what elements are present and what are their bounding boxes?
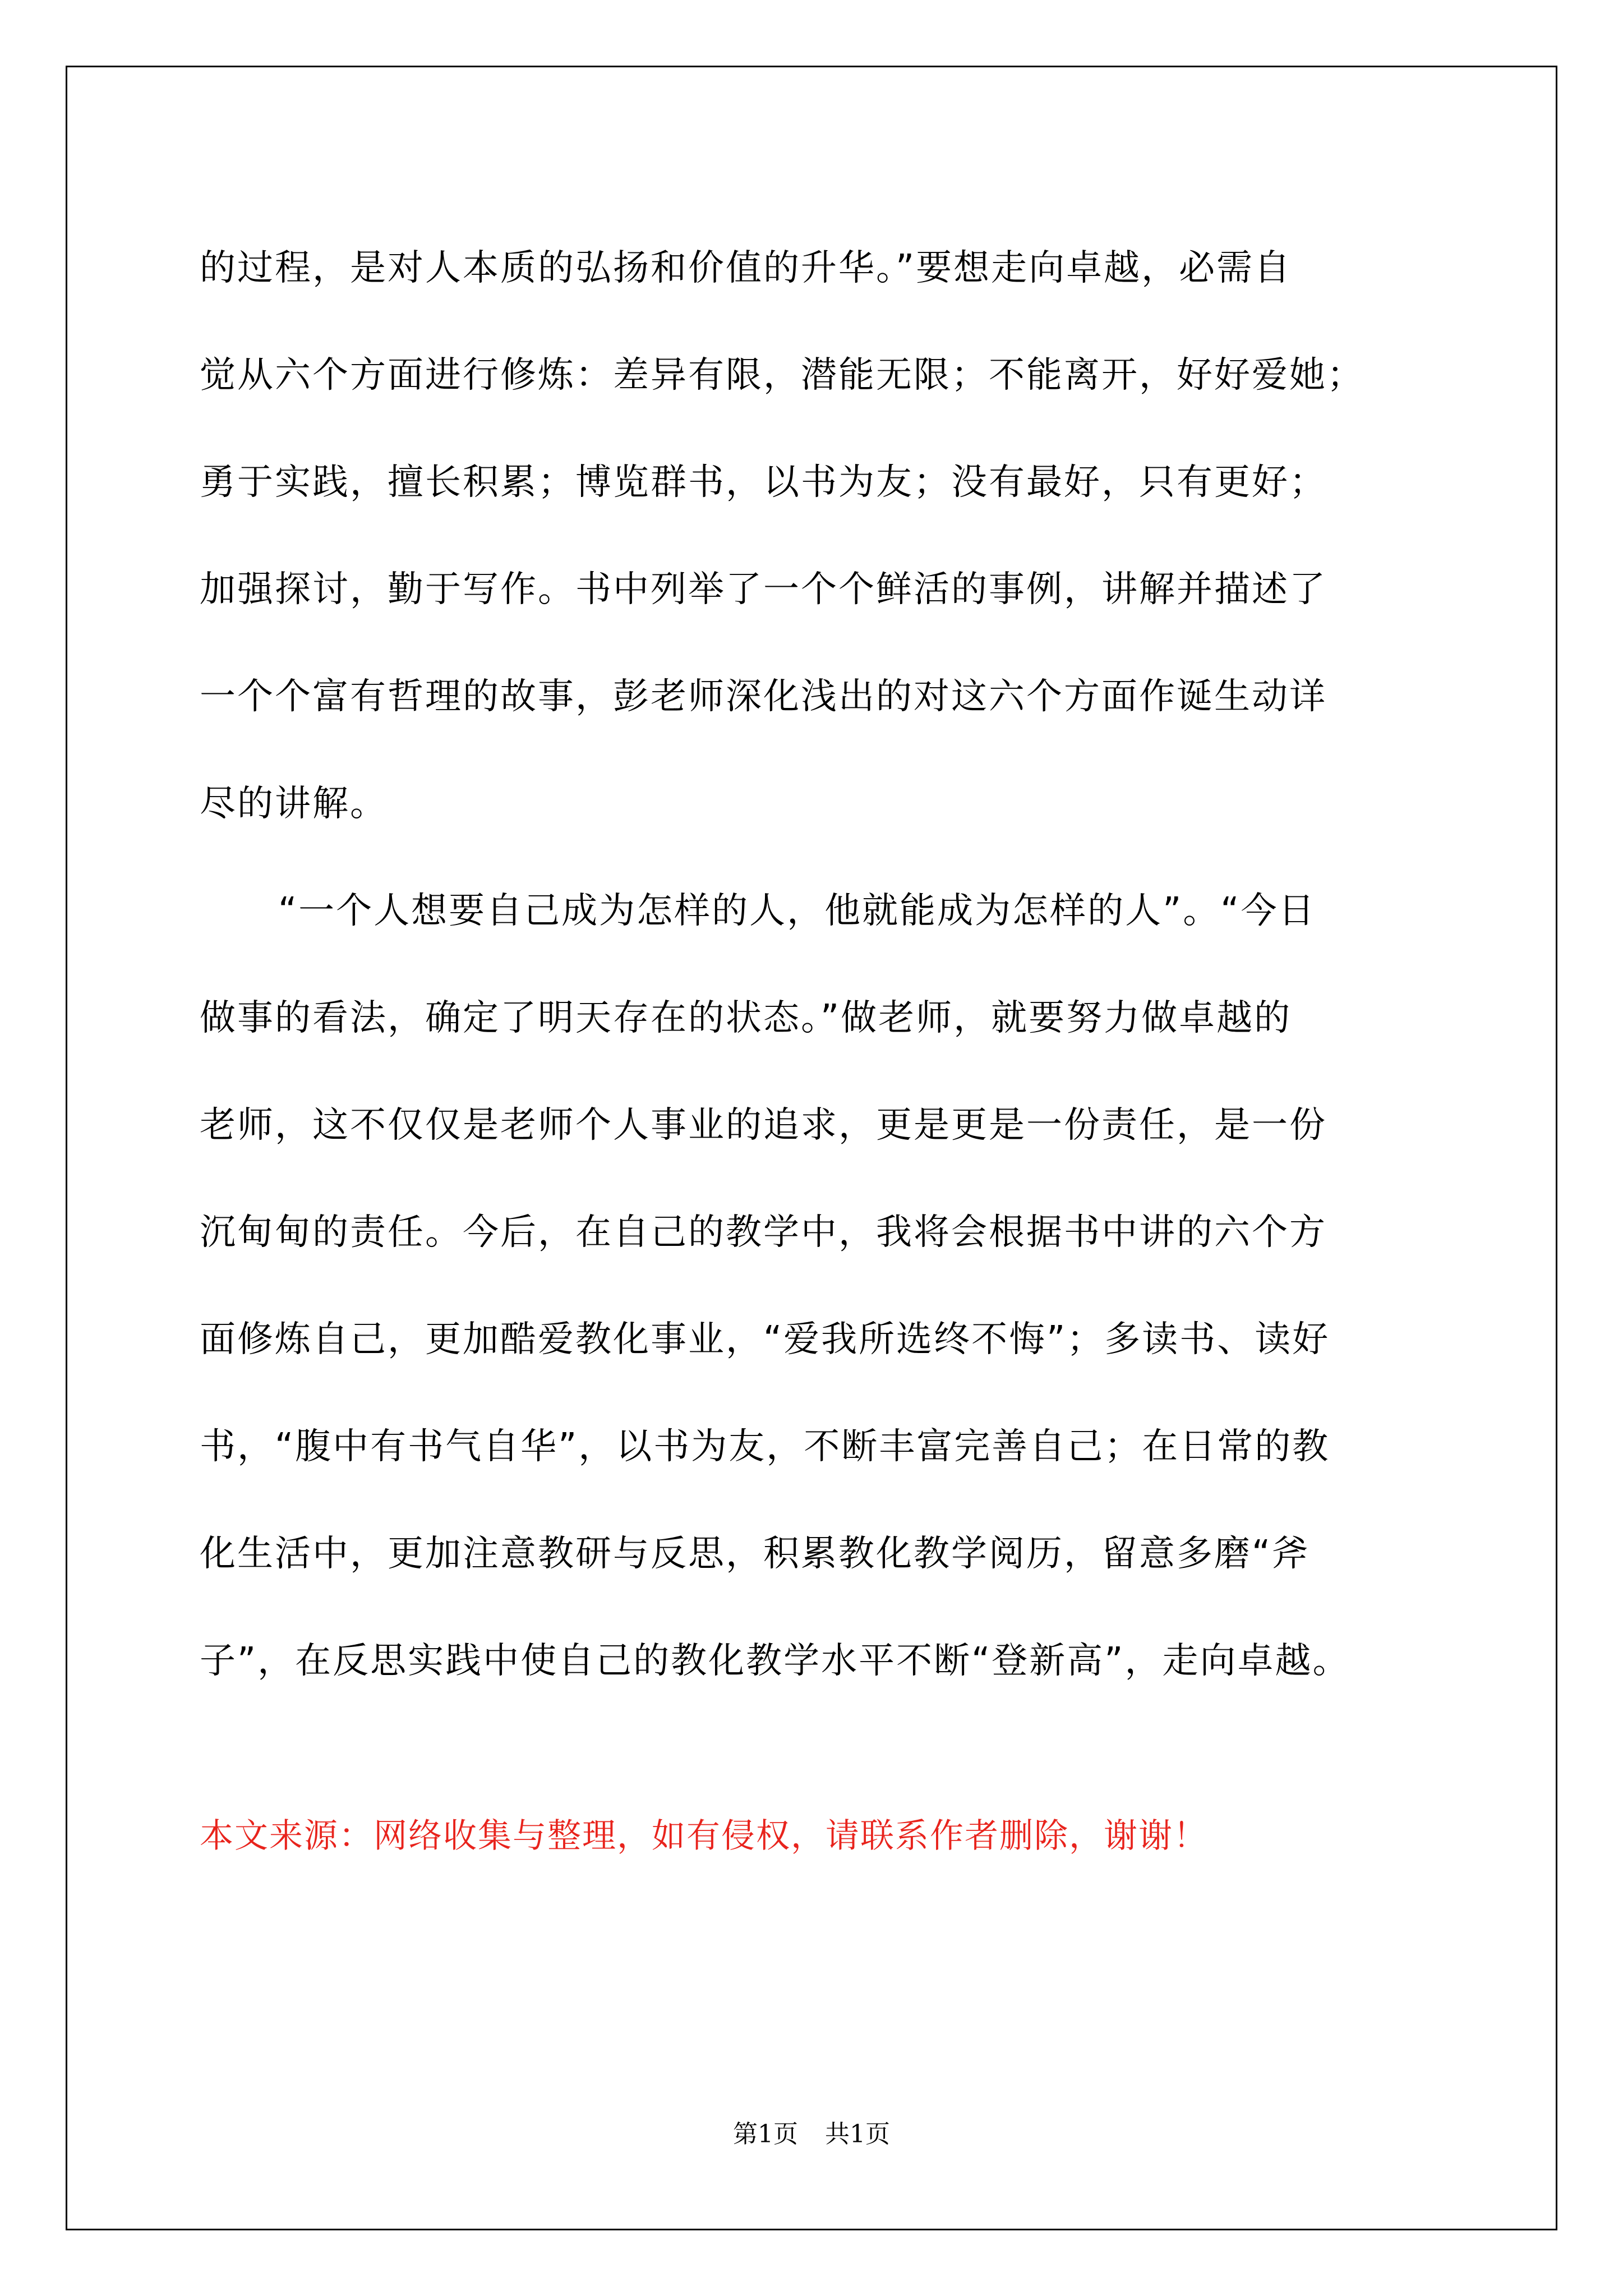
source-note: 本文来源：网络收集与整理，如有侵权，请联系作者删除，谢谢！ [200,1816,1208,1856]
paragraph-2-line: 老师，这不仅仅是老师个人事业的追求，更是更是一份责任，是一份 [200,1105,1327,1146]
paragraph-1-line: 尽的讲解。 [200,783,388,825]
page-number-current: 第1页 [733,2120,798,2148]
paragraph-2-line: 沉甸甸的责任。今后，在自己的教学中，我将会根据书中讲的六个方 [200,1212,1327,1253]
paragraph-2-line: 化生活中，更加注意教研与反思，积累教化教学阅历，留意多磨“斧 [200,1533,1310,1575]
paragraph-2-line: 书，“腹中有书气自华”，以书为友，不断丰富完善自己；在日常的教 [200,1426,1330,1467]
paragraph-1-line: 的过程，是对人本质的弘扬和价值的升华。”要想走向卓越，必需自 [200,247,1292,289]
paragraph-1-line: 觉从六个方面进行修炼：差异有限，潜能无限；不能离开，好好爱她； [200,355,1364,396]
paragraph-2-line: 面修炼自己，更加酷爱教化事业，“爱我所选终不悔”；多读书、读好 [200,1319,1330,1360]
paragraph-2-line: 做事的看法，确定了明天存在的状态。”做老师，就要努力做卓越的 [200,997,1292,1039]
paragraph-1-line: 勇于实践，擅长积累；博览群书，以书为友；没有最好，只有更好； [200,462,1327,503]
page-footer [0,2114,1623,2150]
document-body [200,215,1439,1715]
paragraph-2-line: “一个人想要自己成为怎样的人，他就能成为怎样的人”。“今日 [278,890,1316,932]
page-number-total: 共1页 [825,2120,890,2148]
paragraph-1-line: 一个个富有哲理的故事，彭老师深化浅出的对这六个方面作诞生动详 [200,676,1327,717]
paragraph-1-line: 加强探讨，勤于写作。书中列举了一个个鲜活的事例，讲解并描述了 [200,569,1327,610]
paragraph-2-line: 子”，在反思实践中使自己的教化教学水平不断“登新高”，走向卓越。 [200,1640,1350,1682]
